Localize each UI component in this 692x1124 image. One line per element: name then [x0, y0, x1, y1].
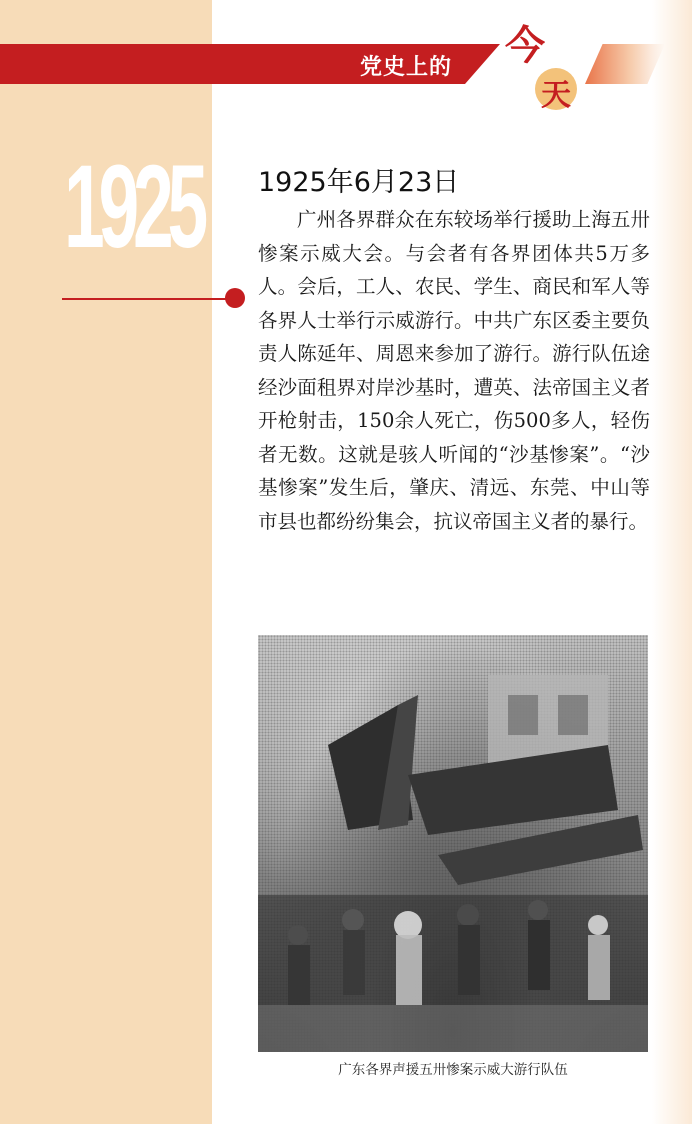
- emblem-char-jin: 今: [505, 23, 545, 69]
- emblem-char-tian: 天: [541, 78, 571, 113]
- event-description: 广州各界群众在东较场举行援助上海五卅惨案示威大会。与会者有各界团体共5万多人。会后，工人、农民、学生、商民和军人等各界人士举行示威游行。中共广东区委主要负责人陈延年、周恩来参加了游行。游行队伍途经沙面租界对岸沙基时，遭英、法帝国主义者开枪射击，150余人死亡，伤500多人，轻伤者无数。这就是骇人听闻的“沙基惨案”。“沙基惨案”发生后，肇庆、清远、东莞、中山等市县也都纷纷集会，抗议帝国主义者的暴行。: [258, 208, 650, 533]
- banner-title: 党史上的: [360, 55, 453, 80]
- date-heading: 1925年6月23日: [258, 167, 460, 198]
- photo-caption: 广东各界声援五卅惨案示威大游行队伍: [338, 1062, 568, 1078]
- historical-photo: [258, 635, 648, 1052]
- big-year-label: 1925: [64, 141, 202, 273]
- photo-scene: [258, 635, 648, 1052]
- timeline-dot: [225, 288, 245, 308]
- right-edge-gradient: [652, 0, 692, 1124]
- timeline-line: [62, 298, 230, 300]
